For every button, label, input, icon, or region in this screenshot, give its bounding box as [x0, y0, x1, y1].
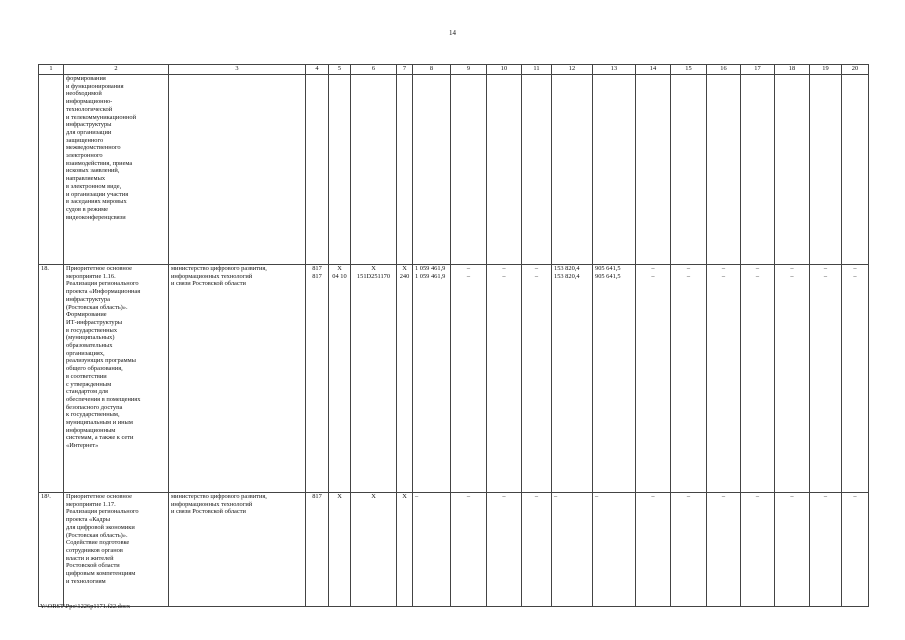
cell-value: – — [502, 265, 506, 272]
value-cell — [522, 265, 552, 493]
value-cell — [671, 493, 707, 607]
value-cell — [397, 265, 413, 493]
value-cell — [397, 493, 413, 607]
value-cell — [707, 265, 741, 493]
measure-name: Приоритетное основное мероприятие 1.16. Реализация регионального проекта «Информационная инфраструктура (Ростовская область)». Формирование ИТ-инфраструктуры в государственных (муниципальных) образовательных организациях, реализующих программы общего образования, в соответствии с утвержденным стандартом для обеспечения в помещениях безопасного доступа к государственным, муниципальным и иным информационным системам, а также к сети «Интернет» — [64, 265, 169, 493]
cell-value: – — [466, 272, 471, 280]
cell-value: 151D251170 — [356, 272, 391, 280]
value-cell — [413, 265, 451, 493]
table-row — [39, 493, 869, 607]
value-cell — [351, 265, 397, 493]
value-cell — [671, 265, 707, 493]
cell-value: – — [721, 493, 726, 500]
page-number: 14 — [449, 29, 456, 37]
cell-value: – — [790, 493, 794, 500]
value-cell — [593, 265, 636, 493]
column-number: 11 — [522, 65, 552, 75]
cell-value: 817 — [312, 265, 322, 272]
value-cell — [522, 75, 552, 265]
cell-value: – — [853, 493, 857, 500]
value-cell — [741, 265, 775, 493]
cell-value: – — [415, 493, 419, 500]
cell-value: – — [721, 272, 726, 280]
cell-value: – — [466, 265, 471, 272]
column-number: 19 — [810, 65, 842, 75]
value-cell — [842, 265, 869, 493]
cell-value: – — [823, 272, 828, 280]
cell-value: – — [790, 272, 794, 280]
column-number: 17 — [741, 65, 775, 75]
cell-value: Х — [402, 493, 407, 500]
value-cell — [775, 493, 810, 607]
value-cell — [842, 493, 869, 607]
column-number: 12 — [552, 65, 593, 75]
column-number: 10 — [487, 65, 522, 75]
value-cell — [671, 75, 707, 265]
value-cell — [741, 493, 775, 607]
value-cell — [775, 265, 810, 493]
value-cell — [552, 75, 593, 265]
cell-value: 1 059 461,9 — [415, 272, 446, 280]
value-cell — [636, 493, 671, 607]
column-number: 13 — [593, 65, 636, 75]
value-cell — [741, 75, 775, 265]
cell-value: 905 641,5 — [595, 272, 621, 280]
value-cell — [451, 75, 487, 265]
value-cell — [636, 75, 671, 265]
cell-value: – — [534, 272, 539, 280]
cell-value: Х — [371, 493, 376, 500]
cell-value: 905 641,5 — [595, 265, 621, 272]
cell-value: – — [534, 265, 539, 272]
cell-value: – — [502, 493, 506, 500]
cell-value: – — [554, 493, 558, 500]
value-cell — [593, 493, 636, 607]
cell-value: – — [651, 272, 655, 280]
cell-value: – — [466, 493, 471, 500]
value-cell — [329, 265, 351, 493]
file-path-footer: Y:\ORST\Ppo\1226p1171.f22.docx — [40, 603, 131, 610]
value-cell — [329, 75, 351, 265]
cell-value: – — [686, 493, 691, 500]
column-number: 6 — [351, 65, 397, 75]
value-cell — [636, 265, 671, 493]
value-cell — [329, 493, 351, 607]
cell-value: – — [853, 272, 857, 280]
cell-value: – — [651, 265, 655, 272]
cell-value: – — [755, 493, 760, 500]
value-cell — [522, 493, 552, 607]
cell-value: – — [755, 272, 760, 280]
cell-value: – — [790, 265, 794, 272]
cell-value: – — [686, 272, 691, 280]
column-number: 18 — [775, 65, 810, 75]
column-number: 1 — [39, 65, 64, 75]
value-cell — [306, 493, 329, 607]
cell-value: – — [755, 265, 760, 272]
executor-name: министерство цифрового развития, информационных технологий и связи Ростовской области — [169, 493, 306, 607]
cell-value: 817 — [312, 493, 322, 500]
cell-value: 04 10 — [332, 272, 347, 280]
value-cell — [451, 265, 487, 493]
column-number: 14 — [636, 65, 671, 75]
executor-name — [169, 75, 306, 265]
cell-value: – — [686, 265, 691, 272]
value-cell — [487, 75, 522, 265]
value-cell — [707, 493, 741, 607]
column-number: 9 — [451, 65, 487, 75]
value-cell — [593, 75, 636, 265]
executor-name: министерство цифрового развития, информационных технологий и связи Ростовской области — [169, 265, 306, 493]
column-number: 3 — [169, 65, 306, 75]
column-number: 8 — [413, 65, 451, 75]
cell-value: – — [721, 265, 726, 272]
cell-value: – — [823, 265, 828, 272]
table-row — [39, 75, 869, 265]
column-number: 20 — [842, 65, 869, 75]
cell-value: 1 059 461,9 — [415, 265, 446, 272]
value-cell — [306, 75, 329, 265]
cell-value: Х — [337, 265, 342, 272]
cell-value: – — [595, 493, 599, 500]
value-cell — [487, 265, 522, 493]
value-cell — [397, 75, 413, 265]
value-cell — [552, 265, 593, 493]
cell-value: Х — [402, 265, 407, 272]
cell-value: 240 — [399, 272, 410, 280]
value-cell — [351, 75, 397, 265]
column-number: 15 — [671, 65, 707, 75]
measure-name: Приоритетное основное мероприятие 1.17. Реализация регионального проекта «Кадры для цифровой экономики (Ростовская область)». Содействие подготовке сотрудников органов власти и жителей Ростовской области цифровым компетенциям и технологиям — [64, 493, 169, 607]
cell-value: 153 820,4 — [554, 272, 580, 280]
value-cell — [810, 493, 842, 607]
row-number: 18¹. — [39, 493, 64, 607]
value-cell — [351, 493, 397, 607]
cell-value: – — [534, 493, 539, 500]
value-cell — [707, 75, 741, 265]
cell-value: – — [853, 265, 857, 272]
value-cell — [413, 493, 451, 607]
column-number-header — [39, 65, 869, 75]
cell-value: 153 820,4 — [554, 265, 580, 272]
value-cell — [413, 75, 451, 265]
cell-value: Х — [371, 265, 376, 272]
value-cell — [487, 493, 522, 607]
value-cell — [775, 75, 810, 265]
cell-value: 817 — [312, 272, 322, 280]
value-cell — [451, 493, 487, 607]
table-row — [39, 265, 869, 493]
column-number: 7 — [397, 65, 413, 75]
cell-value: – — [502, 272, 506, 280]
value-cell — [842, 75, 869, 265]
budget-table — [38, 64, 869, 607]
row-number: 18. — [39, 265, 64, 493]
column-number: 2 — [64, 65, 169, 75]
cell-value: – — [651, 493, 655, 500]
measure-name: формирования и функционирования необходимой информационно- технологической и телекоммуникационной инфраструктуры для организации защищенного межведомственного электронного взаимодействия, приема исковых заявлений, направляемых в электронном виде, и организации участия в заседаниях мировых судов в режиме видеоконференцсвязи — [64, 75, 169, 265]
cell-value: – — [823, 493, 828, 500]
column-number: 5 — [329, 65, 351, 75]
row-number — [39, 75, 64, 265]
value-cell — [306, 265, 329, 493]
value-cell — [810, 265, 842, 493]
cell-value: Х — [337, 493, 342, 500]
value-cell — [552, 493, 593, 607]
column-number: 4 — [306, 65, 329, 75]
column-number: 16 — [707, 65, 741, 75]
value-cell — [810, 75, 842, 265]
